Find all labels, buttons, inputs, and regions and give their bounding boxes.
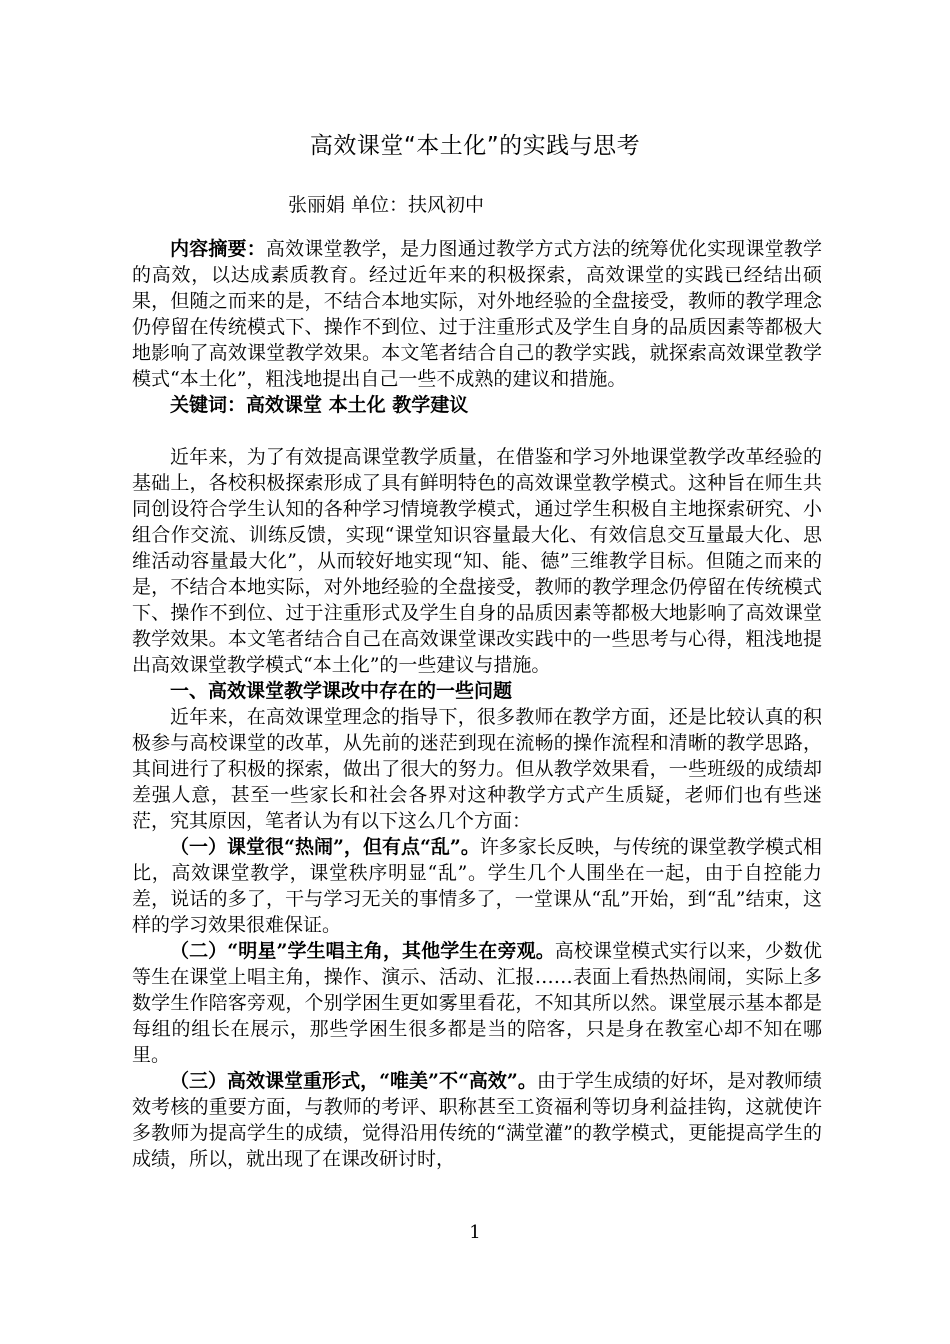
intro-paragraph: 近年来，为了有效提高课堂教学质量，在借鉴和学习外地课堂教学改革经验的基础上，各校积极探索形成了具有鲜明特色的高效课堂教学模式。这种旨在师生共同创设符合学生认知的各种学习情境教学模式，通过学生积极自主地探索研究、小组合作交流、训练反馈，实现“课堂知识容量最大化、有效信息交互量最大化、思维活动容量最大化”，从而较好地实现“知、能、德”三维教学目标。但随之而来的是，不结合本地实际，对外地经验的全盘接受，教师的教学理念仍停留在传统模式下、操作不到位、过于注重形式及学生自身的品质因素等都极大地影响了高效课堂教学效果。本文笔者结合自己在高效课堂课改实践中的一些思考与心得，粗浅地提出高效课堂教学模式“本土化”的一些建议与措施。: [132, 446, 822, 676]
point3-text: 由于学生成绩的好坏，是对教师绩效考核的重要方面，与教师的考评、职称甚至工资福利等切身利益挂钩，这就使许多教师为提高学生的成绩，觉得沿用传统的“满堂灌”的教学模式，更能提高学生的成绩，所以，就出现了在课改研讨时，: [132, 1070, 822, 1170]
document-body: [132, 236, 822, 1172]
point1-paragraph: [132, 834, 822, 938]
abstract-label: 内容摘要：: [170, 238, 266, 260]
page-number: 1: [469, 1222, 481, 1243]
point1-label: （一）课堂很“热闹”，但有点“乱”。: [170, 836, 480, 858]
point1-text: 许多家长反映，与传统的课堂教学模式相比，高效课堂教学，课堂秩序明显“乱”。学生几个人围坐在一起，由于自控能力差，说话的多了，干与学习无关的事情多了，一堂课从“乱”开始，到“乱”结束，这样的学习效果很难保证。: [132, 836, 822, 936]
point3-paragraph: [132, 1068, 822, 1172]
document-title: 高效课堂“本土化”的实践与思考: [309, 133, 641, 159]
point2-text: 高校课堂模式实行以来，少数优等生在课堂上唱主角，操作、演示、活动、汇报……表面上看热热闹闹，实际上多数学生作陪客旁观，个别学困生更如雾里看花，不知其所以然。课堂展示基本都是每组的组长在展示，那些学困生很多都是当的陪客，只是身在教室心却不知在哪里。: [132, 940, 822, 1066]
abstract-paragraph: [132, 236, 822, 392]
section1-heading: 一、高效课堂教学课改中存在的一些问题: [170, 680, 513, 702]
section1-paragraph: 近年来，在高效课堂理念的指导下，很多教师在教学方面，还是比较认真的积极参与高校课堂的改革，从先前的迷茫到现在流畅的操作流程和清晰的教学思路，其间进行了积极的探索，做出了很大的努力。但从教学效果看，一些班级的成绩却差强人意，甚至一些家长和社会各界对这种教学方式产生质疑，老师们也有些迷茫，究其原因，笔者认为有以下这么几个方面：: [132, 706, 822, 832]
author-line: 张丽娟 单位：扶风初中: [288, 194, 485, 216]
point2-label: （二）“明星”学生唱主角，其他学生在旁观。: [170, 940, 555, 962]
keywords-line: 关键词：高效课堂 本土化 教学建议: [170, 394, 469, 416]
point2-paragraph: [132, 938, 822, 1068]
point3-label: （三）高效课堂重形式，“唯美”不“高效”。: [170, 1070, 537, 1092]
abstract-text: 高效课堂教学，是力图通过教学方式方法的统筹优化实现课堂教学的高效，以达成素质教育。经过近年来的积极探索，高效课堂的实践已经结出硕果，但随之而来的是，不结合本地实际，对外地经验的全盘接受，教师的教学理念仍停留在传统模式下、操作不到位、过于注重形式及学生自身的品质因素等都极大地影响了高效课堂教学效果。本文笔者结合自己的教学实践，就探索高效课堂教学模式“本土化”，粗浅地提出自己一些不成熟的建议和措施。: [132, 238, 822, 390]
